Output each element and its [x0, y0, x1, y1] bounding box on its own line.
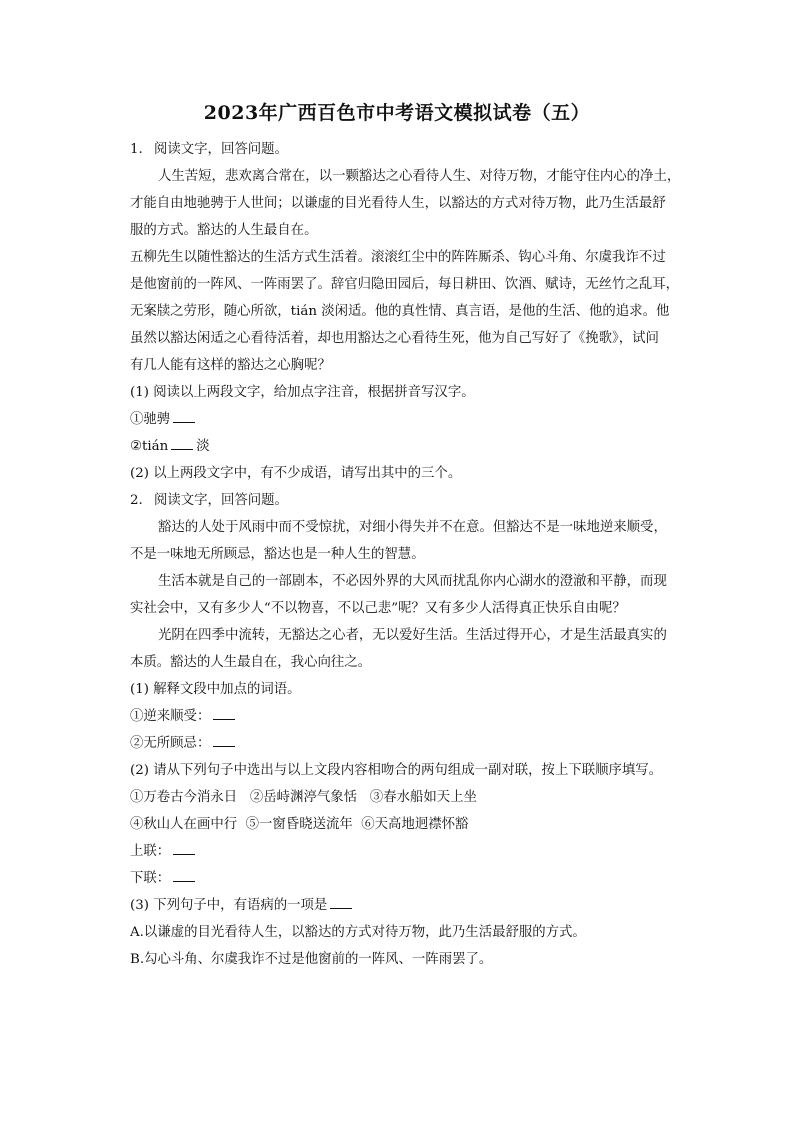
q2-sub1-item-a — [130, 703, 690, 730]
q1-para1-line: 服的方式。豁达的人生最自在。 — [130, 223, 318, 238]
q1-sub1-item-b — [130, 433, 690, 460]
q2-options-row: ④秋山人在画中行 ⑤一窗昏晓送流年 ⑥天高地迥襟怀豁 — [130, 817, 469, 832]
q2-upper-couplet — [130, 838, 690, 865]
answer-blank[interactable] — [213, 732, 235, 747]
q2-sub2: (2) 请从下列句子中选出与以上文段内容相吻合的两句组成一副对联，按上下联顺序填写。 — [130, 763, 663, 778]
q2-lower-couplet — [130, 865, 690, 892]
q1-para2-line: 有几人能有这样的豁达之心胸呢？ — [130, 358, 331, 373]
q2-sub1: (1) 解释文段中加点的词语。 — [130, 682, 301, 697]
exam-content — [130, 136, 690, 973]
q2-sub1-b-label: ②无所顾忌： — [130, 736, 211, 751]
answer-blank[interactable] — [213, 705, 235, 720]
q2-option-b: B.勾心斗角、尔虞我诈不过是他窗前的一阵风、一阵雨罢了。 — [130, 952, 493, 967]
q1-para2-line: 虽然以豁达闲适之心看待活着，却也用豁达之心看待生死，他为自己写好了《挽歌》，试问 — [130, 331, 659, 346]
answer-blank[interactable] — [171, 435, 193, 450]
q2-para2-line: 生活本就是自己的一部剧本，不必因外界的大风而扰乱你内心湖水的澄澈和平静，而现 — [158, 574, 667, 589]
q2-para3-line: 本质。豁达的人生最自在，我心向往之。 — [130, 655, 372, 670]
q1-number: 1. — [130, 142, 143, 157]
upper-couplet-label: 上联： — [130, 844, 171, 859]
q2-sub3 — [130, 892, 690, 919]
q1-sub1: (1) 阅读以上两段文字，给加点字注音，根据拼音写汉字。 — [130, 385, 475, 400]
q2-para2-line: 实社会中，又有多少人“不以物喜，不以己悲”呢？又有多少人活得真正快乐自由呢？ — [130, 601, 626, 616]
q1-heading — [130, 136, 690, 163]
lower-couplet-label: 下联： — [130, 871, 171, 886]
q2-para3-line: 光阴在四季中流转，无豁达之心者，无以爱好生活。生活过得开心，才是生活最真实的 — [158, 628, 667, 643]
q2-number: 2. — [130, 493, 143, 508]
q2-option-a: A.以谦虚的目光看待人生，以豁达的方式对待万物，此乃生活最舒服的方式。 — [130, 925, 586, 940]
q1-sub1-a-label: ①驰骋 — [130, 412, 171, 427]
q2-sub1-item-b — [130, 730, 690, 757]
q1-para1-line: 才能自由地驰骋于人世间；以谦虚的目光看待人生，以豁达的方式对待万物，此乃生活最舒 — [130, 196, 666, 211]
q1-sub2: (2) 以上两段文字中，有不少成语，请写出其中的三个。 — [130, 466, 462, 481]
q1-para2-line: 无案牍之劳形，随心所欲，tián 淡闲适。他的真性情、真言语，是他的生活、他的追求。他 — [130, 304, 670, 319]
q1-para2-line: 五柳先生以随性豁达的生活方式生活着。滚滚红尘中的阵阵厮杀、钩心斗角、尔虞我诈不过 — [130, 250, 666, 265]
q2-sub1-a-label: ①逆来顺受： — [130, 709, 211, 724]
answer-blank[interactable] — [173, 408, 195, 423]
q1-sub1-b-suffix: 淡 — [196, 439, 210, 454]
q1-para2-line: 是他窗前的一阵风、一阵雨罢了。辞官归隐田园后，每日耕田、饮酒、赋诗，无丝竹之乱耳， — [130, 277, 680, 292]
q2-sub3-text: (3) 下列句子中，有语病的一项是 — [130, 898, 328, 913]
q1-sub1-item-a — [130, 406, 690, 433]
page-title: 2023年广西百色市中考语文模拟试卷（五） — [203, 102, 591, 124]
answer-blank[interactable] — [330, 894, 352, 909]
answer-blank[interactable] — [173, 867, 195, 882]
q2-para1-line: 不是一味地无所顾忌，豁达也是一种人生的智慧。 — [130, 547, 425, 562]
q2-options-row: ①万卷古今消永日 ②岳峙渊渟气象恬 ③春水船如天上坐 — [130, 790, 477, 805]
q1-sub1-b-label: ②tián — [130, 439, 169, 454]
q1-prompt: 阅读文字，回答问题。 — [154, 142, 288, 157]
q2-prompt: 阅读文字，回答问题。 — [154, 493, 288, 508]
q1-para1-line: 人生苦短，悲欢离合常在，以一颗豁达之心看待人生、对待万物，才能守住内心的净土， — [158, 169, 681, 184]
answer-blank[interactable] — [173, 840, 195, 855]
q2-heading — [130, 487, 690, 514]
q2-para1-line: 豁达的人处于风雨中而不受惊扰，对细小得失并不在意。但豁达不是一味地逆来顺受， — [158, 520, 667, 535]
